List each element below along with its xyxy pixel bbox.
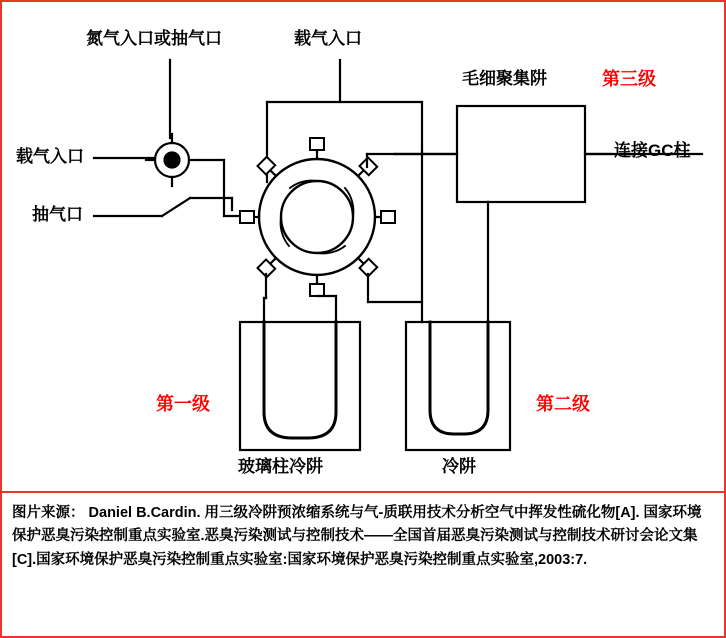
- label-carrier-gas-inlet-top: 载气入口: [294, 29, 362, 48]
- caption-divider: [2, 491, 724, 493]
- vacuum-line-diag: [162, 198, 190, 216]
- label-connect-gc-column: 连接GC柱: [614, 141, 691, 160]
- capillary-trap-box: [457, 106, 585, 202]
- valve-fitting-n: [310, 138, 324, 150]
- rotary-valve-center: [165, 153, 180, 168]
- label-stage-one: 第一级: [156, 394, 210, 414]
- label-cold-trap: 冷阱: [442, 457, 476, 476]
- valve-fitting-e: [381, 211, 395, 223]
- stage-one-u-trap: [264, 322, 336, 438]
- valve-fitting-w: [240, 211, 254, 223]
- multiport-valve-inner: [281, 181, 353, 253]
- stage-two-u-trap: [430, 322, 488, 434]
- label-carrier-gas-inlet-left: 载气入口: [16, 147, 84, 166]
- label-stage-three: 第三级: [602, 69, 656, 89]
- stage-one-dewar-box: [240, 322, 360, 450]
- label-vacuum-port: 抽气口: [32, 205, 83, 224]
- label-nitrogen-inlet: 氮气入口或抽气口: [86, 29, 222, 48]
- diagram-area: [2, 2, 724, 491]
- label-capillary-trap: 毛细聚集阱: [462, 69, 547, 88]
- figure-caption: 图片来源： Daniel B.Cardin. 用三级冷阱预浓缩系统与气-质联用技术分析空气中挥发性硫化物[A]. 国家环境保护恶臭污染控制重点实验室.恶臭污染测试与控制技术——全国首届恶臭污染测试与控制技术研讨会论文集[C].国家环境保护恶臭污染控制重点实验室:国家环境保护恶臭污染控制重点实验室,2003:7.: [12, 505, 702, 568]
- valve-fitting-s: [310, 284, 324, 296]
- label-stage-two: 第二级: [536, 394, 590, 414]
- stage-two-dewar-box: [406, 322, 510, 450]
- label-glass-column-cold-trap: 玻璃柱冷阱: [238, 457, 323, 476]
